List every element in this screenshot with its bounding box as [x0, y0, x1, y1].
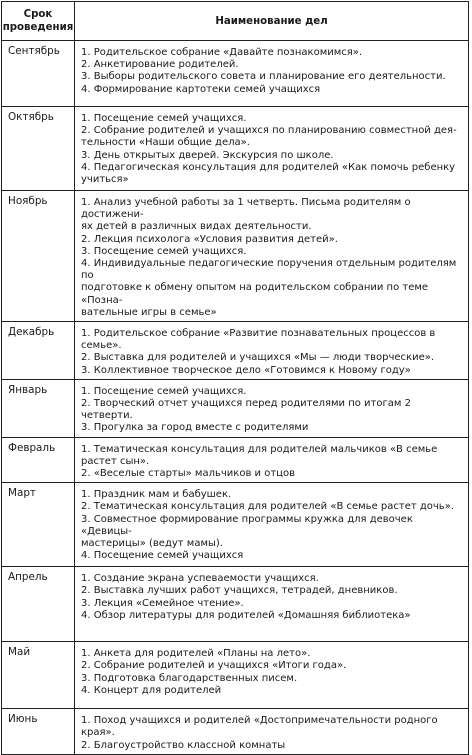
task-line: 4. Обзор литературы для родителей «Домашняя библиотека» [81, 609, 411, 621]
month-cell: Февраль [2, 437, 75, 483]
task-line: 2. Творческий отчет учащихся перед родителями по итогам 2 четверти. [81, 398, 411, 422]
table-header-row [2, 2, 469, 41]
month-cell: Ноябрь [2, 191, 75, 322]
task-line: 2. Благоустройство классной комнаты [81, 739, 286, 751]
month-cell: Октябрь [2, 107, 75, 191]
task-line: 3. Совместное формирование программы кружка для девочек «Девицы- [81, 513, 413, 537]
task-line: 2. Лекция психолога «Условия развития детей». [81, 233, 338, 245]
task-line: учиться» [81, 174, 129, 186]
plan-table [1, 1, 469, 755]
table-row [2, 107, 469, 191]
tasks-cell [75, 437, 469, 483]
task-line: 2. Собрание родителей и учащихся «Итоги года». [81, 660, 347, 672]
table-row [2, 437, 469, 483]
tasks-column-header: Наименование дел [75, 2, 469, 41]
tasks-cell [75, 379, 469, 437]
table-row [2, 642, 469, 709]
period-header-line2: проведения [2, 22, 74, 33]
task-line: 1. Анкета для родителей «Планы на лето». [81, 648, 311, 660]
task-line: 3. День открытых дверей. Экскурсия по школе. [81, 149, 334, 161]
task-line: 2. Тематическая консультация для родителей «В семье растет дочь». [81, 501, 454, 513]
task-line: 2. Анкетирование родителей. [81, 59, 239, 71]
task-list [75, 483, 468, 564]
task-line: 1. Тематическая консультация для родителей мальчиков «В семье растет сын». [81, 443, 438, 467]
task-line: 1. Родительское собрание «Развитие познавательных процессов в семье». [81, 328, 436, 352]
month-cell: Апрель [2, 567, 75, 642]
task-line: 3. Коллективное творческое дело «Готовимся к Новому году» [81, 364, 411, 376]
task-line: 1. Анализ учебной работы за 1 четверть. Письма родителям о достижени- [81, 197, 411, 221]
task-line: 3. Прогулка за город вместе с родителями [81, 422, 309, 434]
tasks-cell [75, 642, 469, 709]
task-line: 4. Индивидуальные педагогические поручения отдельным родителям по [81, 258, 457, 282]
task-line: 4. Формирование картотеки семей учащихся [81, 83, 321, 95]
task-line: ях детей в различных видах деятельности. [81, 221, 312, 233]
task-line: 1. Создание экрана успеваемости учащихся. [81, 573, 319, 585]
tasks-cell [75, 322, 469, 380]
table-row [2, 322, 469, 380]
period-header-line1: Срок [23, 9, 53, 20]
month-cell: Сентябрь [2, 41, 75, 107]
month-cell: Май [2, 642, 75, 709]
tasks-cell [75, 191, 469, 322]
task-line: 4. Посещение семей учащихся [81, 550, 244, 562]
task-line: 3. Посещение семей учащихся. [81, 245, 247, 257]
task-line: 2. Выставка лучших работ учащихся, тетрадей, дневников. [81, 585, 398, 597]
task-line: 3. Подготовка благодарственных писем. [81, 672, 298, 684]
period-column-header [2, 2, 75, 41]
task-line: 3. Выборы родительского совета и планирование его деятельности. [81, 71, 446, 83]
task-list [75, 438, 468, 483]
tasks-cell [75, 41, 469, 107]
table-row [2, 709, 469, 755]
tasks-cell [75, 709, 469, 755]
task-line: 2. «Веселые старты» мальчиков и отцов [81, 468, 295, 480]
task-list [75, 567, 468, 624]
month-cell: Январь [2, 379, 75, 437]
tasks-cell [75, 483, 469, 567]
task-list [75, 41, 468, 98]
task-line: 1. Праздник мам и бабушек. [81, 489, 232, 501]
task-line: подготовке к обмену опытом на родительском собрании по теме «Позна- [81, 282, 429, 306]
task-line: 1. Посещение семей учащихся. [81, 385, 247, 397]
task-line: 1. Посещение семей учащихся. [81, 113, 247, 124]
task-list [75, 322, 468, 379]
table-row [2, 41, 469, 107]
month-cell: Декабрь [2, 322, 75, 380]
task-line: вательные игры в семье» [81, 306, 217, 318]
table-row [2, 379, 469, 437]
task-line: 2. Собрание родителей и учащихся по планированию совместной дея- [81, 125, 457, 137]
tasks-cell [75, 107, 469, 191]
tasks-cell [75, 567, 469, 642]
table-row [2, 483, 469, 567]
task-line: 1. Поход учащихся и родителей «Достопримечательности родного края». [81, 715, 438, 739]
task-list [75, 380, 468, 437]
month-cell: Июнь [2, 709, 75, 755]
task-list [75, 642, 468, 699]
task-line: 4. Педагогическая консультация для родителей «Как помочь ребенку [81, 161, 456, 173]
table-row [2, 567, 469, 642]
month-cell: Март [2, 483, 75, 567]
task-line: 4. Концерт для родителей [81, 684, 222, 696]
task-line: 1. Родительское собрание «Давайте познакомимся». [81, 47, 363, 58]
task-list [75, 107, 468, 188]
task-line: мастерицы» (ведут мамы). [81, 538, 223, 550]
task-line: 2. Выставка для родителей и учащихся «Мы — люди творческие». [81, 352, 435, 364]
task-line: 3. Лекция «Семейное чтение». [81, 597, 244, 609]
table-row [2, 191, 469, 322]
task-list [75, 191, 468, 321]
task-line: тельности «Наши общие дела». [81, 137, 250, 149]
task-list [75, 709, 468, 754]
